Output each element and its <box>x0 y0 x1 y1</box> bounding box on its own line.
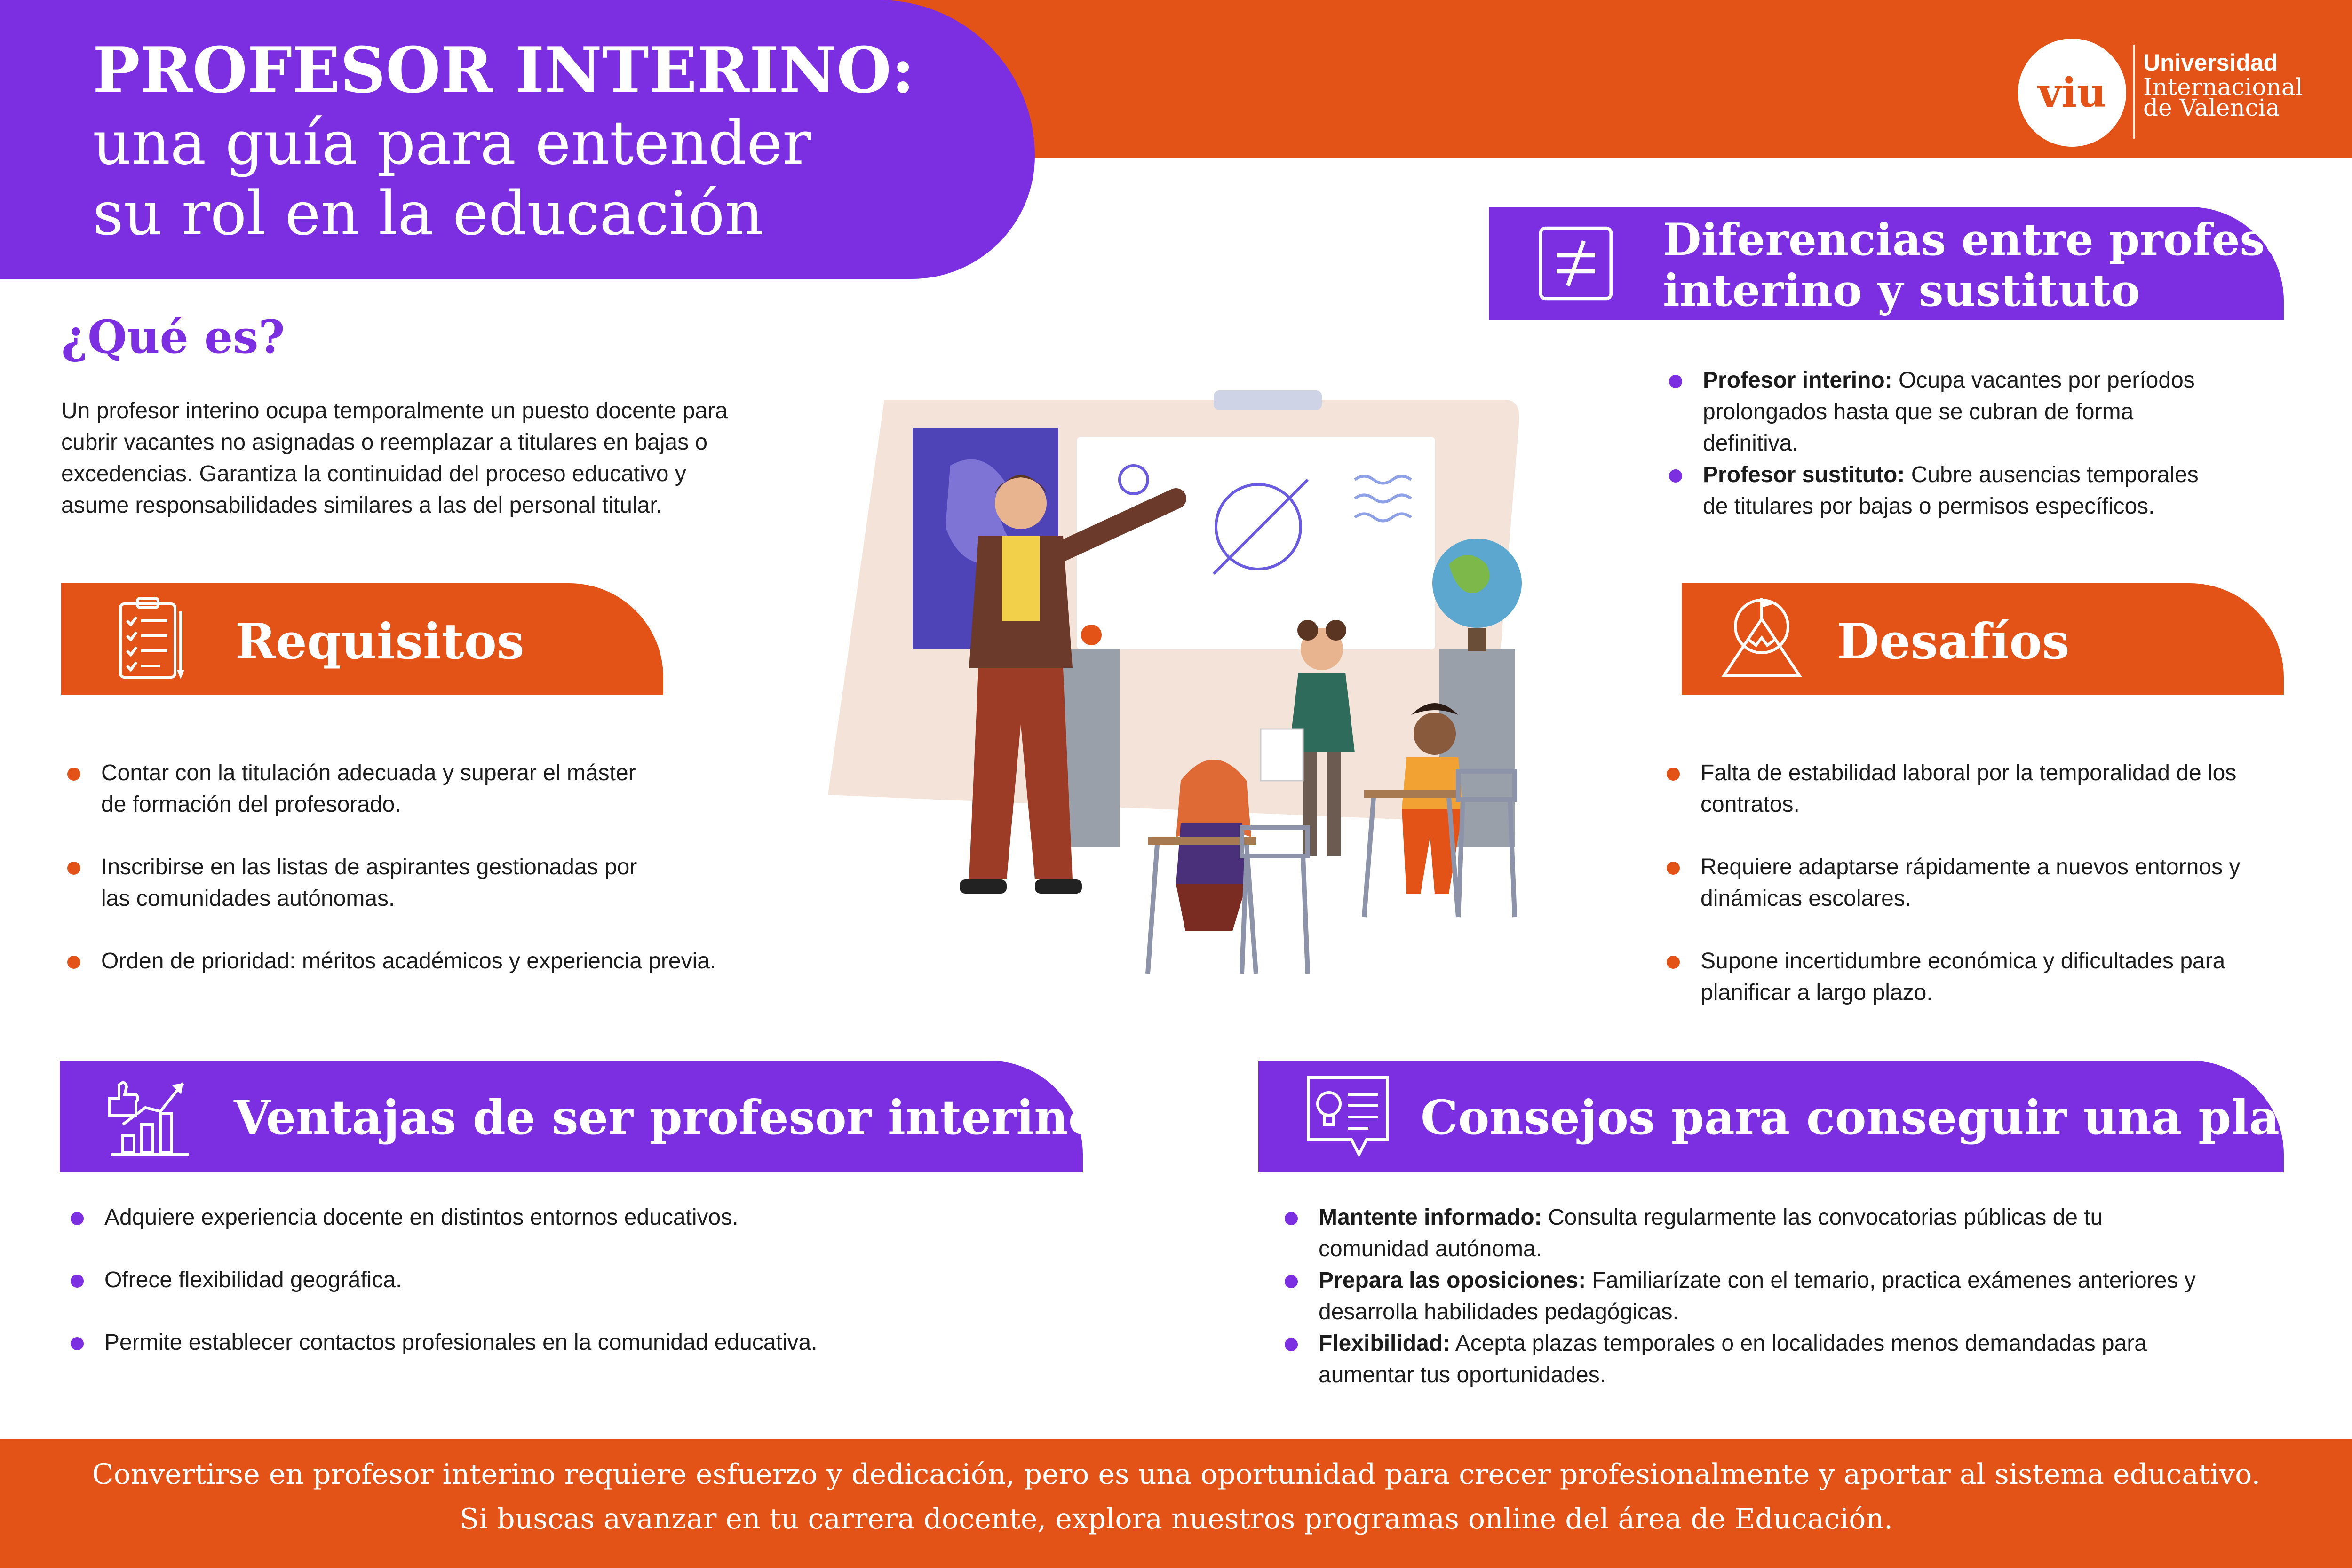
item-line: de formación del profesorado. <box>101 792 401 817</box>
item-line <box>1703 364 2314 396</box>
requisitos-heading: Requisitos <box>235 612 524 670</box>
que-es-line: asume responsabilidades similares a las del personal titular. <box>61 493 662 518</box>
teacher-shoe <box>960 879 1007 894</box>
bullet-dot <box>71 1212 84 1225</box>
bullet-dot <box>67 768 80 781</box>
teacher-head <box>995 477 1047 529</box>
logo-text-line-2: Internacional <box>2143 73 2303 101</box>
teacher-shoe <box>1035 879 1082 894</box>
list-item <box>1700 757 2336 820</box>
projector-icon <box>1214 390 1322 410</box>
list-item <box>1703 459 2314 522</box>
item-line <box>1703 459 2314 491</box>
item-text: Consulta regularmente las convocatorias públicas de tu <box>1542 1205 2103 1230</box>
diferencias-heading <box>1663 214 2318 316</box>
requisitos-list <box>101 757 901 977</box>
list-item <box>104 1202 1045 1233</box>
bullet-dot <box>1669 469 1682 483</box>
item-line <box>1319 1265 2330 1296</box>
item-line: Orden de prioridad: méritos académicos y experiencia previa. <box>101 949 716 974</box>
diferencias-heading-line: interino y sustituto <box>1663 265 2140 317</box>
bullet-dot <box>1667 862 1680 875</box>
item-line: Falta de estabilidad laboral por la temporalidad de los <box>1700 760 2237 785</box>
desk-leg <box>1148 845 1157 974</box>
item-line: Adquiere experiencia docente en distintos entornos educativos. <box>104 1205 739 1230</box>
classroom-illustration <box>809 386 1571 988</box>
consejos-list <box>1319 1202 2330 1391</box>
list-item <box>101 945 901 977</box>
item-line: las comunidades autónomas. <box>101 886 395 911</box>
student-hair-bun <box>1326 620 1346 641</box>
globe-stand <box>1468 628 1486 651</box>
bullet-dot <box>67 862 80 875</box>
student-hair-bun <box>1297 620 1318 641</box>
item-line: Supone incertidumbre económica y dificultades para <box>1700 949 2225 974</box>
list-item <box>1319 1202 2330 1265</box>
student-paper <box>1261 729 1303 781</box>
item-text: Ocupa vacantes por períodos <box>1892 368 2195 393</box>
student-leg <box>1327 752 1341 856</box>
item-line: Permite establecer contactos profesionales en la comunidad educativa. <box>104 1330 818 1355</box>
item-line: prolongados hasta que se cubran de forma <box>1703 399 2134 424</box>
bullet-dot <box>1667 768 1680 781</box>
list-item <box>1700 945 2336 1008</box>
item-bold-label: Mantente informado: <box>1319 1205 1542 1230</box>
item-bold-label: Flexibilidad: <box>1319 1331 1451 1356</box>
student-shirt <box>1402 757 1463 809</box>
mountain-flag-icon <box>1715 593 1809 687</box>
list-item <box>1700 851 2336 914</box>
teacher-shirt <box>1002 536 1040 621</box>
item-line: de titulares por bajas o permisos específicos. <box>1703 494 2155 519</box>
diferencias-heading-line: Diferencias entre profesor <box>1663 214 2318 266</box>
student-trousers <box>1176 884 1247 931</box>
desafios-banner <box>1682 583 2284 695</box>
list-item <box>101 757 901 820</box>
bullet-dot <box>71 1275 84 1288</box>
desafios-list <box>1700 757 2336 1008</box>
bullet-dot <box>67 956 80 969</box>
apple-icon <box>1081 625 1102 645</box>
que-es-paragraph <box>61 395 861 521</box>
bullet-dot <box>1285 1212 1298 1225</box>
page-subtitle <box>93 108 892 249</box>
requisitos-banner <box>61 583 663 695</box>
chair-leg <box>1303 856 1308 974</box>
growth-chart-icon <box>102 1070 196 1164</box>
list-item <box>101 851 901 914</box>
item-bold-label: Profesor interino: <box>1703 368 1892 393</box>
consejos-heading: Consejos para conseguir una plaza <box>1421 1090 2337 1145</box>
item-line: Contar con la titulación adecuada y superar el máster <box>101 760 636 785</box>
bullet-dot <box>1667 956 1680 969</box>
not-equal-icon <box>1536 223 1616 303</box>
item-line: comunidad autónoma. <box>1319 1236 1542 1261</box>
lightbulb-document-icon <box>1301 1070 1395 1164</box>
diferencias-banner <box>1489 207 2318 320</box>
que-es-heading: ¿Qué es? <box>61 310 285 364</box>
item-line: planificar a largo plazo. <box>1700 980 1933 1005</box>
item-text: Familiarízate con el temario, practica exámenes anteriores y <box>1586 1268 2196 1293</box>
diferencias-list <box>1703 364 2314 522</box>
bullet-dot <box>1285 1275 1298 1288</box>
item-line <box>1319 1202 2330 1233</box>
logo-text-line-3: de Valencia <box>2143 94 2280 121</box>
list-item <box>104 1264 1045 1296</box>
checklist-icon <box>103 593 198 687</box>
logo-divider <box>2133 45 2135 139</box>
footer-line-1: Convertirse en profesor interino requiere esfuerzo y dedicación, pero es una oportunidad para crecer profesionalmente y aportar al sistema educativo. <box>92 1458 2261 1491</box>
subtitle-line-2: su rol en la educación <box>93 179 763 249</box>
item-line: definitiva. <box>1703 431 1798 456</box>
student-head <box>1414 713 1456 755</box>
subtitle-line-1: una guía para entender <box>93 108 811 178</box>
student-sweater <box>1176 823 1247 884</box>
page-title: PROFESOR INTERINO: <box>93 33 915 107</box>
ventajas-heading: Ventajas de ser profesor interino <box>234 1090 1100 1145</box>
item-bold-label: Profesor sustituto: <box>1703 462 1905 487</box>
item-line: Requiere adaptarse rápidamente a nuevos entornos y <box>1700 855 2241 879</box>
desk-top <box>1364 790 1458 798</box>
item-text: Acepta plazas temporales o en localidades menos demandadas para <box>1450 1331 2147 1356</box>
list-item <box>1703 364 2314 459</box>
item-line: desarrolla habilidades pedagógicas. <box>1319 1299 1679 1324</box>
ventajas-banner <box>60 1061 1100 1172</box>
list-item <box>1319 1265 2330 1328</box>
viu-logo-mark: viu <box>2018 39 2126 147</box>
item-line: Ofrece flexibilidad geográfica. <box>104 1267 402 1292</box>
logo-text-line-1: Universidad <box>2143 49 2278 76</box>
bullet-dot <box>71 1337 84 1350</box>
item-line: Inscribirse en las listas de aspirantes gestionadas por <box>101 855 637 879</box>
que-es-line: excedencias. Garantiza la continuidad del proceso educativo y <box>61 461 686 486</box>
bullet-dot <box>1669 375 1682 388</box>
item-text: Cubre ausencias temporales <box>1905 462 2199 487</box>
que-es-line: cubrir vacantes no asignadas o reemplazar a titulares en bajas o <box>61 430 708 455</box>
bullet-dot <box>1285 1338 1298 1351</box>
item-line: aumentar tus oportunidades. <box>1319 1362 1606 1387</box>
item-bold-label: Prepara las oposiciones: <box>1319 1268 1586 1293</box>
consejos-banner <box>1258 1061 2337 1172</box>
item-line: contratos. <box>1700 792 1800 817</box>
footer-line-2: Si buscas avanzar en tu carrera docente, explora nuestros programas online del área de Educación. <box>459 1503 1893 1536</box>
item-line <box>1319 1328 2330 1359</box>
item-line: dinámicas escolares. <box>1700 886 1912 911</box>
list-item <box>104 1327 1045 1358</box>
ventajas-list <box>104 1202 1045 1358</box>
list-item <box>1319 1328 2330 1391</box>
desafios-heading: Desafíos <box>1837 612 2070 670</box>
que-es-line: Un profesor interino ocupa temporalmente un puesto docente para <box>61 398 728 423</box>
